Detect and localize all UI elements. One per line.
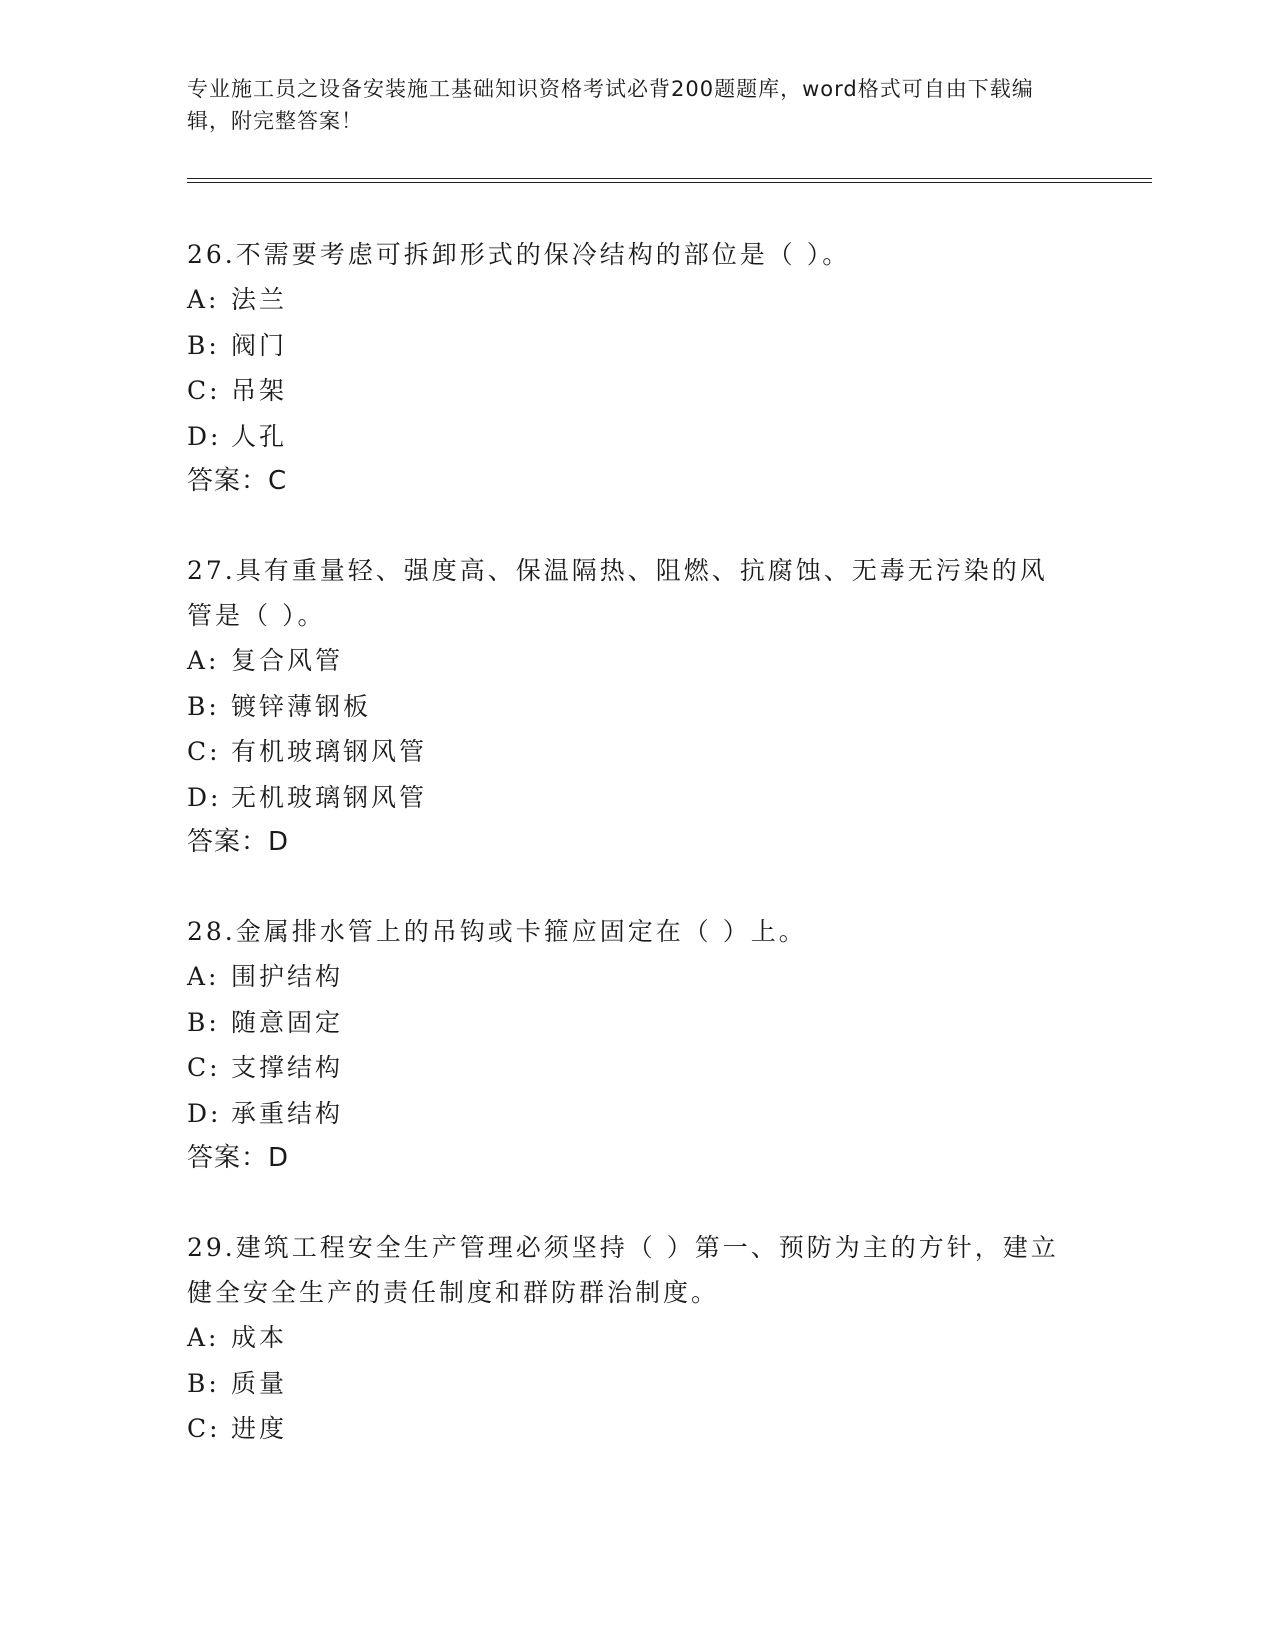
option-d [187,1091,1087,1137]
option-c [187,729,1087,775]
option-letter: B: [187,330,220,360]
header-divider-bottom [187,182,1152,183]
question-number: 26. [187,240,236,269]
option-letter: D: [187,782,222,812]
option-letter: D: [187,421,222,451]
option-a [187,638,1087,684]
question-stem: 金属排水管上的吊钩或卡箍应固定在（ ）上。 [235,917,807,946]
question-stem: 不需要考虑可拆卸形式的保冷结构的部位是（ ）。 [235,240,851,269]
option-text: 承重结构 [231,1098,344,1128]
question-list [187,232,1087,1496]
question-number: 27. [187,556,236,585]
option-text: 成本 [231,1323,288,1352]
answer-value: C [268,466,288,496]
option-b [187,323,1087,369]
answer-value: D [268,1143,290,1173]
question-number: 28. [187,917,236,946]
option-c [187,368,1087,414]
option-text: 有机玻璃钢风管 [231,737,428,766]
option-b [187,1000,1087,1046]
option-letter: B: [187,1007,220,1037]
question-26 [187,232,1087,504]
option-d [187,775,1087,821]
option-text: 复合风管 [231,646,344,675]
option-a [187,277,1087,323]
option-letter: C: [187,1053,221,1082]
option-a [187,954,1087,1000]
option-text: 随意固定 [231,1007,344,1037]
option-b [187,684,1087,730]
option-letter: C: [187,737,221,766]
question-28 [187,909,1087,1181]
question-stem: 建筑工程安全生产管理必须坚持（ ）第一、预防为主的方针，建立健全安全生产的责任制度和群防群治制度。 [187,1233,1059,1307]
answer-value: D [268,827,290,857]
question-29 [187,1225,1087,1452]
option-letter: B: [187,1368,220,1398]
question-stem: 具有重量轻、强度高、保温隔热、阻燃、抗腐蚀、无毒无污染的风管是（ ）。 [187,556,1048,630]
question-27 [187,548,1087,865]
option-c [187,1406,1087,1452]
option-b [187,1361,1087,1407]
option-text: 围护结构 [231,962,344,991]
answer-line [187,820,1087,865]
option-text: 吊架 [231,376,288,405]
answer-line [187,459,1087,504]
answer-label: 答案： [187,827,269,857]
answer-line [187,1136,1087,1181]
option-letter: C: [187,376,221,405]
option-a [187,1315,1087,1361]
option-letter: A: [187,646,220,675]
option-letter: A: [187,285,220,314]
header-divider-top [187,178,1152,179]
question-text [187,1225,1067,1315]
question-text [187,548,1067,638]
option-text: 进度 [231,1414,288,1443]
option-text: 阀门 [231,330,288,360]
option-d [187,414,1087,460]
option-text: 法兰 [231,285,288,314]
option-letter: A: [187,962,220,991]
option-text: 无机玻璃钢风管 [231,782,428,812]
question-text [187,232,1067,277]
option-c [187,1045,1087,1091]
option-letter: B: [187,691,220,721]
answer-label: 答案： [187,466,269,496]
option-text: 镀锌薄钢板 [231,691,372,721]
option-letter: A: [187,1323,220,1352]
question-text [187,909,1067,954]
option-text: 人孔 [231,421,288,451]
question-number: 29. [187,1233,236,1262]
option-letter: D: [187,1098,222,1128]
document-header [187,73,1067,137]
option-text: 质量 [231,1368,288,1398]
answer-label: 答案： [187,1143,269,1173]
option-text: 支撑结构 [231,1053,344,1082]
document-title: 专业施工员之设备安装施工基础知识资格考试必背200题题库，word格式可自由下载编辑，附完整答案！ [187,77,1034,133]
option-letter: C: [187,1414,221,1443]
